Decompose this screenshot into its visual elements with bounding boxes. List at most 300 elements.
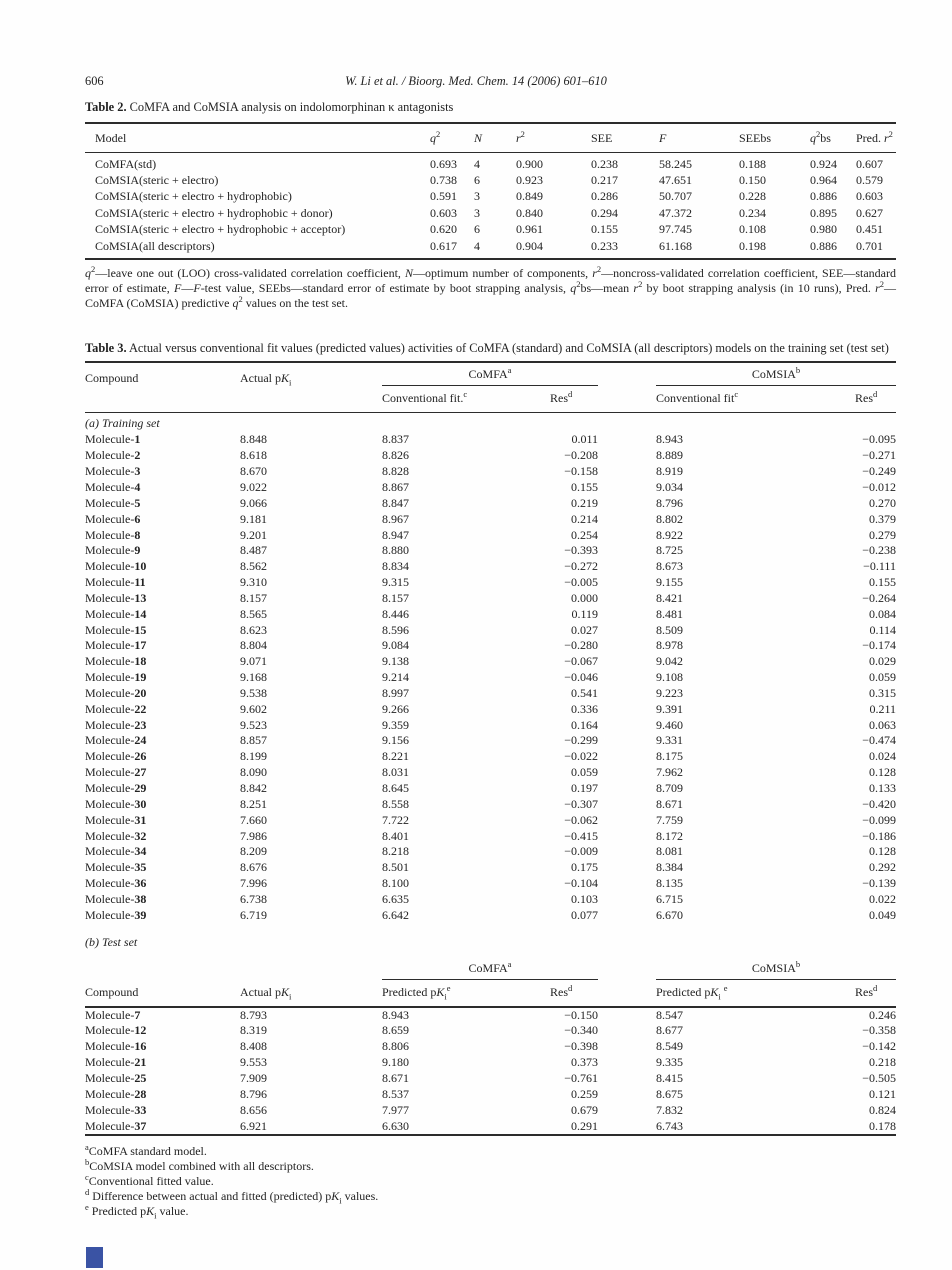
table3-caption: Table 3. Actual versus conventional fit values (predicted values) activities of CoMFA (standard) and CoMSIA (all descriptors) models on the training set (test set) (85, 340, 889, 355)
cell: 0.961 (516, 222, 543, 237)
cell: 8.656 (240, 1102, 267, 1117)
cell: CoMSIA(steric + electro + hydrophobic + donor) (95, 205, 333, 220)
cell: Molecule-36 (85, 876, 147, 891)
cell: 8.709 (656, 781, 683, 795)
cell: 0.175 (571, 860, 598, 875)
cell: −0.062 (564, 812, 598, 827)
spacer-cell (598, 813, 656, 829)
cell: 0.228 (739, 189, 766, 204)
spacer-cell (598, 559, 656, 575)
cell: 0.219 (571, 495, 598, 510)
cell: 0.164 (571, 717, 598, 732)
comsia-label: CoMSIA$^b$ (751, 365, 801, 382)
cell: 0.541 (571, 685, 598, 700)
cell: 0.197 (571, 781, 598, 795)
cell: −0.474 (862, 733, 896, 748)
cell: Molecule-22 (85, 701, 147, 716)
cell: −0.272 (564, 559, 598, 574)
cell: 0.292 (869, 860, 896, 875)
cell: 0.214 (571, 511, 598, 526)
cell: 8.565 (240, 606, 267, 621)
cell: 0.964 (810, 172, 837, 187)
spacer-cell (598, 781, 656, 797)
cell: 0.198 (739, 238, 766, 253)
cell: 9.538 (240, 685, 267, 700)
cell: 8.842 (240, 781, 267, 795)
cell: 50.707 (659, 189, 692, 204)
cell: 61.168 (659, 238, 692, 253)
cell: 8.421 (656, 590, 683, 605)
cell: 8.671 (656, 796, 683, 811)
col-pred-r2: Pred. $r^2$ (856, 128, 893, 145)
cell: 8.135 (656, 876, 683, 891)
cell: 0.900 (516, 156, 543, 171)
cell: Molecule-15 (85, 622, 147, 637)
col-res-comfa-test: Res$^d$ (550, 982, 573, 999)
col-compound-test: Compound (85, 984, 139, 999)
cell: 0.128 (869, 844, 896, 859)
cell: 8.943 (656, 432, 683, 447)
cell: 0.603 (856, 189, 883, 204)
cell: 0.840 (516, 205, 543, 220)
cell: Molecule-37 (85, 1118, 147, 1133)
cell: 0.924 (810, 156, 837, 171)
cell: 0.121 (869, 1086, 896, 1101)
cell: 0.029 (869, 654, 896, 669)
cell: 9.168 (240, 670, 267, 685)
cell: 8.793 (240, 1007, 267, 1022)
table-row (85, 528, 896, 544)
cell: −0.150 (564, 1007, 598, 1022)
spacer-cell (598, 623, 656, 639)
table-row (85, 1039, 896, 1055)
cell: 8.487 (240, 543, 267, 558)
cell: 0.286 (591, 189, 618, 204)
spacer-cell (598, 1071, 656, 1087)
col-f: F (659, 130, 667, 145)
cell: 8.673 (656, 559, 683, 574)
cell: Molecule-8 (85, 527, 141, 542)
cell: 9.331 (656, 733, 683, 748)
col-predicted-pki-comsia: Predicted $pK_i$ $^e$ (656, 982, 728, 1001)
spacer-cell (598, 670, 656, 686)
cell: −0.139 (862, 876, 896, 891)
cell: 8.547 (656, 1007, 683, 1022)
footnote-d: $^d$ Difference between actual and fitted (predicted) $pK_i$ values. (85, 1187, 379, 1206)
cell: 0.693 (430, 156, 457, 171)
cell: 8.947 (382, 527, 409, 542)
spacer-cell (598, 480, 656, 496)
spacer-cell (598, 512, 656, 528)
table-row (85, 496, 896, 512)
spacer-cell (598, 575, 656, 591)
cell: 0.904 (516, 238, 543, 253)
table-row (85, 464, 896, 480)
col-conventional-fit-comsia: Conventional fit$^c$ (656, 389, 739, 406)
cell: −0.505 (862, 1070, 896, 1085)
cell: 0.738 (430, 172, 457, 187)
cell: 0.617 (430, 238, 457, 253)
col-compound: Compound (85, 370, 139, 385)
cell: 8.826 (382, 448, 409, 463)
spacer-cell (598, 749, 656, 765)
cell: 9.071 (240, 654, 267, 669)
col-model: Model (95, 130, 127, 145)
table-row (85, 908, 896, 924)
cell: Molecule-14 (85, 606, 147, 621)
spacer-cell (598, 448, 656, 464)
cell: 0.233 (591, 238, 618, 253)
cell: Molecule-20 (85, 685, 147, 700)
col-conventional-fit-comfa: Conventional fit.$^c$ (382, 389, 468, 406)
cell: 8.209 (240, 844, 267, 859)
cell: 58.245 (659, 156, 692, 171)
cell: 0.022 (869, 891, 896, 906)
table-row (85, 876, 896, 892)
table-row (85, 448, 896, 464)
cell: Molecule-2 (85, 448, 141, 463)
cell: 9.602 (240, 701, 267, 716)
spacer-cell (598, 957, 656, 980)
cell: 8.997 (382, 685, 409, 700)
table-row (85, 543, 896, 559)
cell: 8.659 (382, 1023, 409, 1038)
table-row (85, 238, 896, 259)
cell: 9.553 (240, 1055, 267, 1070)
cell: 8.031 (382, 765, 409, 780)
cell: −0.761 (564, 1070, 598, 1085)
table2 (85, 122, 896, 260)
cell: −0.398 (564, 1039, 598, 1054)
cell: 6.719 (240, 907, 267, 922)
cell: 9.460 (656, 717, 683, 732)
cell: 6.743 (656, 1118, 683, 1133)
cell: −0.358 (862, 1023, 896, 1038)
cell: −0.009 (564, 844, 598, 859)
cell: 9.335 (656, 1055, 683, 1070)
cell: Molecule-1 (85, 432, 141, 447)
table-row (85, 1008, 896, 1024)
table-row (85, 654, 896, 670)
cell: 6.670 (656, 907, 683, 922)
cell: 0.294 (591, 205, 618, 220)
spacer-cell (598, 362, 656, 386)
empty-cell (85, 957, 240, 980)
cell: −0.238 (862, 543, 896, 558)
table-row (85, 860, 896, 876)
comfa-label: CoMFA$^a$ (468, 365, 512, 382)
cell: −0.249 (862, 464, 896, 479)
cell: 8.618 (240, 448, 267, 463)
cell: Molecule-31 (85, 812, 147, 827)
cell: 9.214 (382, 670, 409, 685)
spacer-cell (598, 386, 656, 413)
cell: 9.266 (382, 701, 409, 716)
group-comfa-test (382, 957, 598, 980)
blue-marker (86, 1247, 103, 1268)
cell: 8.847 (382, 495, 409, 510)
spacer-cell (598, 432, 656, 448)
cell: 0.150 (739, 172, 766, 187)
col-n: N (474, 130, 483, 145)
cell: 9.066 (240, 495, 267, 510)
cell: 0.701 (856, 238, 883, 253)
table-row (85, 797, 896, 813)
cell: 9.201 (240, 527, 267, 542)
table-row (85, 749, 896, 765)
cell: 8.501 (382, 860, 409, 875)
cell: −0.415 (564, 828, 598, 843)
table-row (85, 638, 896, 654)
spacer-cell (598, 543, 656, 559)
spacer-cell (598, 496, 656, 512)
cell: 0.217 (591, 172, 618, 187)
table3-training-table (85, 432, 896, 923)
cell: 8.796 (656, 495, 683, 510)
cell: 0.103 (571, 891, 598, 906)
spacer-cell (598, 718, 656, 734)
cell: 0.849 (516, 189, 543, 204)
cell: 0.336 (571, 701, 598, 716)
cell: Molecule-34 (85, 844, 147, 859)
cell: 0.886 (810, 189, 837, 204)
table-row (85, 765, 896, 781)
comsia-label: CoMSIA$^b$ (751, 958, 801, 975)
cell: 6.738 (240, 891, 267, 906)
cell: 8.967 (382, 511, 409, 526)
cell: 0.259 (571, 1086, 598, 1101)
running-head: W. Li et al. / Bioorg. Med. Chem. 14 (2006) 601–610 (345, 74, 607, 88)
cell: 8.415 (656, 1070, 683, 1085)
comfa-label: CoMFA$^a$ (468, 958, 512, 975)
cell: −0.142 (862, 1039, 896, 1054)
cell: 6.921 (240, 1118, 267, 1133)
spacer-cell (598, 733, 656, 749)
col-q2: $q^2$ (430, 128, 441, 145)
cell: 8.676 (240, 860, 267, 875)
cell: 0.128 (869, 765, 896, 780)
cell: 8.319 (240, 1023, 267, 1038)
cell: −0.067 (564, 654, 598, 669)
cell: 7.660 (240, 812, 267, 827)
spacer-cell (598, 844, 656, 860)
cell: Molecule-33 (85, 1102, 147, 1117)
table3-footnotes (85, 1144, 896, 1219)
cell: −0.174 (862, 638, 896, 653)
cell: Molecule-39 (85, 907, 147, 922)
cell: 9.108 (656, 670, 683, 685)
cell: Molecule-32 (85, 828, 147, 843)
spacer-cell (598, 765, 656, 781)
cell: 47.651 (659, 172, 692, 187)
table3-group-header-row (85, 362, 896, 386)
cell: 0.011 (571, 432, 598, 447)
cell: Molecule-12 (85, 1023, 147, 1038)
cell: Molecule-4 (85, 479, 141, 494)
cell: 4 (474, 238, 480, 253)
cell: Molecule-18 (85, 654, 147, 669)
cell: Molecule-38 (85, 891, 147, 906)
cell: −0.158 (564, 464, 598, 479)
cell: 0.218 (869, 1055, 896, 1070)
table2-footnote: $q^2—leave$ one out (LOO) cross-validated correlation coefficient, N—optimum number of components, $r^2—noncross$-validated correlation coefficient, SEE—standard error of estimate, F—F-test value, SEEbs—standard error of estimate by boot strapping analysis, $q^2bs—mean$ $r^2$ by boot strapping analysis (in 10 runs), Pred. $r^2—CoMFA$ (CoMSIA) predictive $q^2$ values on the test set. (85, 263, 896, 310)
cell: 0.279 (869, 527, 896, 542)
cell: 8.857 (240, 733, 267, 748)
cell: −0.005 (564, 575, 598, 590)
cell: 8.880 (382, 543, 409, 558)
table3-test-subheader-row (85, 979, 896, 1007)
cell: 0.315 (869, 685, 896, 700)
cell: −0.099 (862, 812, 896, 827)
cell: 7.962 (656, 765, 683, 780)
cell: 0.155 (571, 479, 598, 494)
cell: 0.291 (571, 1118, 598, 1133)
table-row (85, 670, 896, 686)
cell: 8.408 (240, 1039, 267, 1054)
cell: Molecule-26 (85, 749, 147, 764)
table-row (85, 781, 896, 797)
cell: 0.579 (856, 172, 883, 187)
table-row (85, 591, 896, 607)
cell: 0.000 (571, 590, 598, 605)
cell: 0.603 (430, 205, 457, 220)
cell: 3 (474, 189, 480, 204)
cell: 3 (474, 205, 480, 220)
cell: CoMSIA(steric + electro + hydrophobic) (95, 189, 292, 204)
spacer-cell (598, 1008, 656, 1024)
cell: 8.251 (240, 796, 267, 811)
cell: 0.824 (869, 1102, 896, 1117)
cell: Molecule-16 (85, 1039, 147, 1054)
cell: Molecule-9 (85, 543, 141, 558)
cell: Molecule-6 (85, 511, 141, 526)
empty-cell (240, 957, 382, 980)
col-predicted-pki-comfa: Predicted $pK_i^e$ (382, 982, 451, 1001)
cell: −0.264 (862, 590, 896, 605)
col-seebs: SEEbs (739, 130, 772, 145)
cell: 8.384 (656, 860, 683, 875)
cell: 9.084 (382, 638, 409, 653)
cell: 0.059 (571, 765, 598, 780)
cell: −0.208 (564, 448, 598, 463)
cell: 0.178 (869, 1118, 896, 1133)
page-number: 606 (85, 74, 104, 88)
cell: Molecule-24 (85, 733, 147, 748)
cell: −0.111 (863, 559, 896, 574)
cell: −0.104 (564, 876, 598, 891)
cell: 8.221 (382, 749, 409, 764)
cell: 0.373 (571, 1055, 598, 1070)
cell: Molecule-21 (85, 1055, 147, 1070)
cell: Molecule-3 (85, 464, 141, 479)
table3-subheader-row (85, 386, 896, 413)
col-actual-pki-test: Actual $pK_i$ (240, 984, 292, 1001)
cell: −0.186 (862, 828, 896, 843)
table-row (85, 512, 896, 528)
cell: Molecule-28 (85, 1086, 147, 1101)
spacer-cell (598, 797, 656, 813)
cell: 0.188 (739, 156, 766, 171)
group-comfa (382, 362, 598, 386)
col-res-comsia: Res$^d$ (855, 389, 878, 406)
col-q2bs: $q^2bs$ (810, 128, 831, 145)
table3-header-test (85, 957, 896, 1008)
cell: 9.034 (656, 479, 683, 494)
cell: 8.670 (240, 464, 267, 479)
table-row (85, 1023, 896, 1039)
empty-cell (85, 386, 240, 413)
cell: 8.804 (240, 638, 267, 653)
cell: 97.745 (659, 222, 692, 237)
cell: CoMSIA(steric + electro + hydrophobic + acceptor) (95, 222, 346, 237)
table-row (85, 623, 896, 639)
cell: 9.022 (240, 479, 267, 494)
cell: 7.977 (382, 1102, 409, 1117)
table-row (85, 607, 896, 623)
cell: Molecule-19 (85, 670, 147, 685)
footnote-b: $^b$CoMSIA model combined with all descriptors. (85, 1157, 314, 1174)
cell: 0.379 (869, 511, 896, 526)
cell: −0.046 (564, 670, 598, 685)
table-row (85, 1071, 896, 1087)
cell: Molecule-30 (85, 796, 147, 811)
cell: 8.919 (656, 464, 683, 479)
cell: 6 (474, 222, 480, 237)
cell: 8.802 (656, 511, 683, 526)
table-row (85, 1119, 896, 1136)
cell: 0.895 (810, 205, 837, 220)
col-res-comsia-test: Res$^d$ (855, 982, 878, 999)
cell: 0.451 (856, 222, 883, 237)
footnote-c: $^c$Conventional fitted value. (85, 1172, 214, 1189)
cell: 9.180 (382, 1055, 409, 1070)
cell: 8.725 (656, 543, 683, 558)
table-row (85, 892, 896, 908)
table-row (85, 844, 896, 860)
cell: 8.537 (382, 1086, 409, 1101)
cell: 8.481 (656, 606, 683, 621)
cell: 8.175 (656, 749, 683, 764)
cell: 0.063 (869, 717, 896, 732)
cell: 8.796 (240, 1086, 267, 1101)
table-row (85, 172, 896, 188)
table-row (85, 1087, 896, 1103)
cell: 0.607 (856, 156, 883, 171)
cell: 8.157 (240, 590, 267, 605)
spacer-cell (598, 686, 656, 702)
table-row (85, 829, 896, 845)
cell: 0.119 (571, 606, 598, 621)
table-row (85, 188, 896, 204)
col-see: SEE (591, 130, 613, 145)
table-row (85, 152, 896, 172)
page-content (85, 0, 896, 1219)
cell: −0.022 (564, 749, 598, 764)
table-row (85, 480, 896, 496)
cell: 8.645 (382, 781, 409, 795)
cell: 0.084 (869, 606, 896, 621)
cell: −0.095 (862, 432, 896, 447)
spacer-cell (598, 1023, 656, 1039)
cell: Molecule-10 (85, 559, 147, 574)
cell: 8.558 (382, 796, 409, 811)
cell: −0.012 (862, 479, 896, 494)
spacer-cell (598, 654, 656, 670)
cell: 0.246 (869, 1007, 896, 1022)
table3-test-body (85, 1008, 896, 1136)
cell: 0.620 (430, 222, 457, 237)
cell: 8.848 (240, 432, 267, 447)
